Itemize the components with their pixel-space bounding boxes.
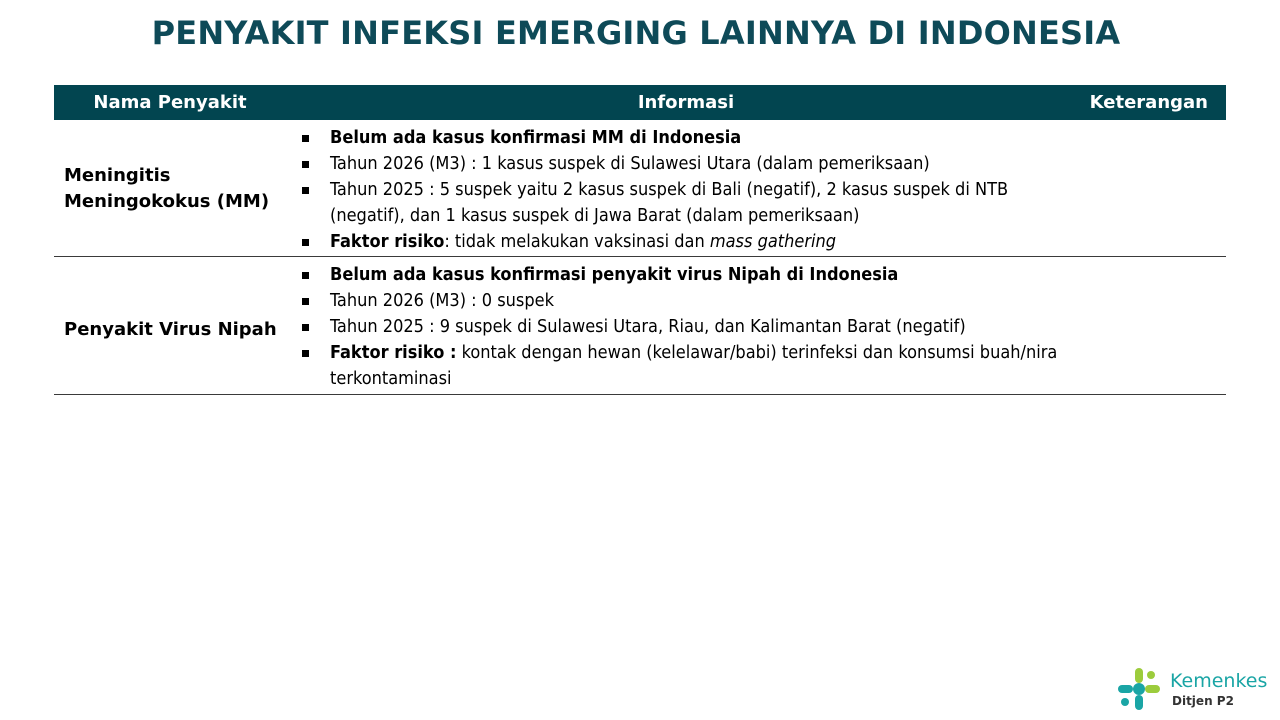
bullet-text: : tidak melakukan vaksinasi dan bbox=[444, 231, 710, 252]
header-nama-penyakit: Nama Penyakit bbox=[93, 92, 247, 113]
bullet-italic-text: mass gathering bbox=[709, 231, 837, 252]
bullet-bold-text: Belum ada kasus konfirmasi MM di Indonesia bbox=[330, 127, 742, 148]
table-row bbox=[54, 120, 1226, 257]
table-header bbox=[54, 85, 1226, 120]
bullet-text: Tahun 2025 : 5 suspek yaitu 2 kasus suspek di Bali (negatif), 2 kasus suspek di NTB (negatif), dan 1 kasus suspek di Jawa Barat (dalam pemeriksaan) bbox=[330, 179, 1009, 226]
page-title: PENYAKIT INFEKSI EMERGING LAINNYA DI INDONESIA bbox=[151, 14, 1121, 52]
disease-table bbox=[54, 85, 1226, 395]
bullet-text: Tahun 2026 (M3) : 0 suspek bbox=[330, 290, 554, 311]
bullet-text: kontak dengan hewan (kelelawar/babi) terinfeksi dan konsumsi buah/nira terkontaminasi bbox=[330, 342, 1058, 389]
disease-name: Meningitis Meningokokus (MM) bbox=[64, 165, 270, 212]
info-list bbox=[298, 262, 1078, 392]
header-keterangan: Keterangan bbox=[1089, 92, 1208, 113]
bullet-text: Tahun 2026 (M3) : 1 kasus suspek di Sulawesi Utara (dalam pemeriksaan) bbox=[330, 153, 930, 174]
logo-wordmark: Kemenkes bbox=[1170, 670, 1268, 692]
list-item bbox=[298, 288, 1078, 314]
bullet-bold-text: Belum ada kasus konfirmasi penyakit virus Nipah di Indonesia bbox=[330, 264, 899, 285]
bullet-text: Tahun 2025 : 9 suspek di Sulawesi Utara, Riau, dan Kalimantan Barat (negatif) bbox=[330, 316, 966, 337]
bullet-bold-text: Faktor risiko bbox=[330, 231, 445, 252]
disease-name: Penyakit Virus Nipah bbox=[64, 319, 277, 340]
list-item bbox=[298, 229, 1078, 255]
table-row bbox=[54, 257, 1226, 395]
list-item bbox=[298, 314, 1078, 340]
list-item bbox=[298, 177, 1078, 229]
header-informasi: Informasi bbox=[637, 92, 735, 113]
bullet-bold-text: Faktor risiko : bbox=[330, 342, 457, 363]
list-item bbox=[298, 340, 1078, 392]
kemenkes-logo bbox=[1116, 664, 1276, 716]
list-item bbox=[298, 151, 1078, 177]
list-item bbox=[298, 262, 1078, 288]
logo-subtitle: Ditjen P2 bbox=[1172, 694, 1234, 708]
info-list bbox=[298, 125, 1078, 255]
kemenkes-logo-mark-icon bbox=[1116, 666, 1162, 712]
list-item bbox=[298, 125, 1078, 151]
